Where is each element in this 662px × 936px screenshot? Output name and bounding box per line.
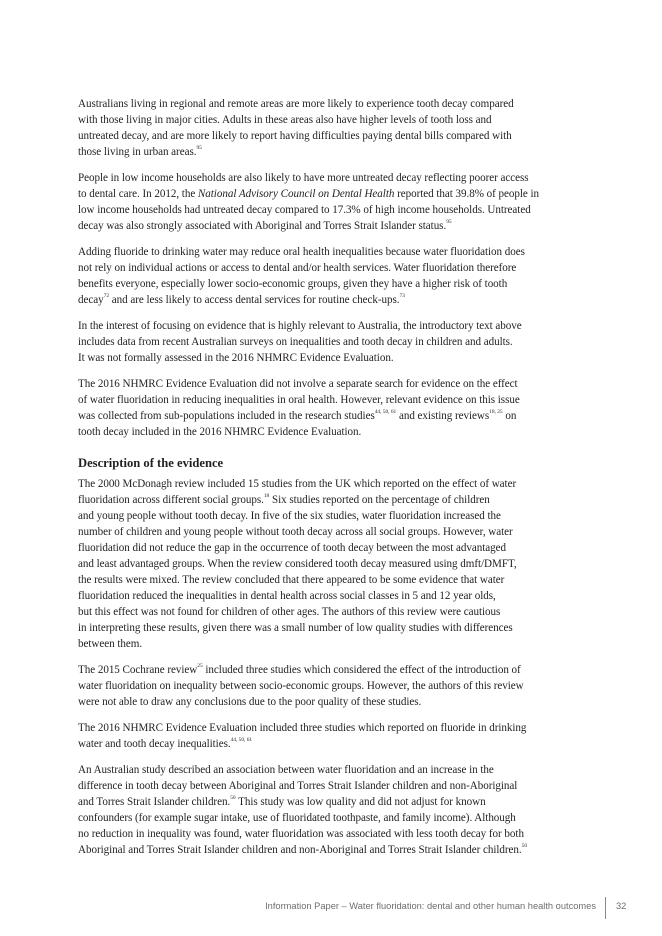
text-run: includes data from recent Australian surveys on inequalities and tooth decay in children and adults. (78, 336, 513, 348)
body-paragraph (78, 720, 586, 752)
body-paragraph (78, 662, 586, 710)
text-line (78, 128, 586, 144)
text-run: in interpreting these results, given there was a small number of low quality studies with differences (78, 622, 513, 634)
text-line (78, 408, 586, 424)
text-line (78, 334, 586, 350)
text-line (78, 424, 586, 440)
text-run: The 2016 NHMRC Evidence Evaluation included three studies which reported on fluoride in drinking (78, 722, 527, 734)
text-run: and young people without tooth decay. In five of the six studies, water fluoridation increased the (78, 510, 501, 522)
text-run: not rely on individual actions or access to dental and/or health services. Water fluoridation therefore (78, 262, 517, 274)
text-run: tooth decay included in the 2016 NHMRC Evidence Evaluation. (78, 426, 362, 438)
text-run: fluoridation reduced the inequalities in dental health across social classes in 5 and 12 year olds, (78, 590, 496, 602)
text-run: This study was low quality and did not adjust for known (235, 796, 486, 808)
text-run: Six studies reported on the percentage of children (269, 494, 490, 506)
citation-reference: 50 (230, 795, 236, 802)
text-line (78, 604, 586, 620)
text-line (78, 636, 586, 652)
text-run: no reduction in inequality was found, water fluoridation was associated with less tooth decay for both (78, 828, 524, 840)
text-run: difference in tooth decay between Aboriginal and Torres Strait Islander children and non-Aboriginal (78, 780, 518, 792)
page-footer (0, 897, 662, 919)
text-run: confounders (for example sugar intake, use of fluoridated toothpaste, and family income). Although (78, 812, 516, 824)
text-line (78, 318, 586, 334)
text-run: Australians living in regional and remote areas are more likely to experience tooth decay compared (78, 98, 514, 110)
text-run: number of children and young people without tooth decay across all social groups. However, water (78, 526, 513, 538)
text-line (78, 556, 586, 572)
text-run: decay was also strongly associated with Aboriginal and Torres Strait Islander status. (78, 220, 447, 232)
text-line (78, 376, 586, 392)
text-run: People in low income households are also likely to have more untreated decay reflecting poorer access (78, 172, 529, 184)
text-run: decay (78, 294, 104, 306)
text-run: the results were mixed. The review concluded that there appeared to be some evidence that water (78, 574, 505, 586)
text-line (78, 842, 586, 858)
text-run: fluoridation did not reduce the gap in the occurrence of tooth decay between the most advantaged (78, 542, 507, 554)
text-line (78, 524, 586, 540)
text-line (78, 492, 586, 508)
text-run: included three studies which considered the effect of the introduction of (202, 664, 521, 676)
text-line (78, 572, 586, 588)
text-line (78, 662, 586, 678)
text-run: and least advantaged groups. When the review considered tooth decay measured using dmft/DMFT, (78, 558, 517, 570)
body-paragraph (78, 96, 586, 160)
text-run: water fluoridation on inequality between socio-economic groups. However, the authors of this review (78, 680, 524, 692)
text-line (78, 186, 586, 202)
text-line (78, 540, 586, 556)
citation-reference: 18, 25 (489, 409, 503, 416)
text-run: was collected from sub-populations included in the research studies (78, 410, 375, 422)
text-run: but this effect was not found for children of other ages. The authors of this review were cautious (78, 606, 501, 618)
text-run: fluoridation across different social groups. (78, 494, 264, 506)
text-run: and Torres Strait Islander children. (78, 796, 231, 808)
text-line (78, 244, 586, 260)
text-line (78, 144, 586, 160)
text-run: with those living in major cities. Adults in these areas also have higher levels of tooth loss and (78, 114, 492, 126)
text-line (78, 794, 586, 810)
document-body (78, 96, 586, 868)
text-line (78, 392, 586, 408)
text-line (78, 694, 586, 710)
text-line (78, 276, 586, 292)
body-paragraph (78, 170, 586, 234)
text-run: The 2015 Cochrane review (78, 664, 198, 676)
text-line (78, 620, 586, 636)
text-run: It was not formally assessed in the 2016 NHMRC Evidence Evaluation. (78, 352, 394, 364)
text-run: Adding fluoride to drinking water may reduce oral health inequalities because water fluoridation does (78, 246, 525, 258)
text-line (78, 778, 586, 794)
section-heading: Description of the evidence (78, 456, 224, 470)
text-run: of water fluoridation in reducing inequalities in oral health. However, relevant evidence on this issue (78, 394, 520, 406)
text-line (78, 678, 586, 694)
text-line (78, 508, 586, 524)
citation-reference: 95 (196, 145, 202, 152)
citation-reference: 95 (446, 219, 452, 226)
text-run: The 2000 McDonagh review included 15 studies from the UK which reported on the effect of water (78, 478, 517, 490)
text-run: In the interest of focusing on evidence that is highly relevant to Australia, the introductory text above (78, 320, 522, 332)
text-run: The 2016 NHMRC Evidence Evaluation did not involve a separate search for evidence on the effect (78, 378, 518, 390)
text-run: low income households had untreated decay compared to 17.3% of high income households. Untreated (78, 204, 531, 216)
text-line (78, 350, 586, 366)
text-line (78, 96, 586, 112)
citation-reference: 18 (263, 493, 270, 500)
text-line (78, 476, 586, 492)
text-line (78, 218, 586, 234)
citation-reference: 44, 50, 61 (374, 409, 397, 416)
text-run: to dental care. In 2012, the (78, 188, 198, 200)
text-run: benefits everyone, especially lower socio-economic groups, given they have a higher risk of tooth (78, 278, 508, 290)
citation-reference: 44, 50, 61 (230, 737, 253, 744)
citation-reference: 50 (521, 843, 528, 850)
citation-reference: 73 (399, 293, 405, 300)
page-number: 32 (616, 901, 627, 911)
footer-title: Information Paper – Water fluoridation: dental and other human health outcomes (265, 901, 596, 911)
body-paragraph (78, 318, 586, 366)
text-line (78, 260, 586, 276)
body-paragraph (78, 376, 586, 440)
text-line (78, 810, 586, 826)
text-run: were not able to draw any conclusions due to the poor quality of these studies. (78, 696, 422, 708)
text-line (78, 292, 586, 308)
citation-reference: 72 (103, 293, 110, 300)
italic-text: National Advisory Council on Dental Health (197, 188, 395, 200)
text-run: and existing reviews (396, 410, 490, 422)
body-paragraph (78, 762, 586, 858)
text-run: untreated decay, and are more likely to report having difficulties paying dental bills compared with (78, 130, 512, 142)
text-line (78, 112, 586, 128)
text-run: An Australian study described an association between water fluoridation and an increase in the (78, 764, 494, 776)
text-run: on (502, 410, 517, 422)
body-paragraph (78, 244, 586, 308)
body-paragraph (78, 476, 586, 652)
text-line (78, 720, 586, 736)
text-line (78, 826, 586, 842)
text-run: water and tooth decay inequalities. (78, 738, 231, 750)
text-run: between them. (78, 638, 143, 650)
text-line (78, 170, 586, 186)
citation-reference: 25 (197, 663, 203, 670)
text-line (78, 736, 586, 752)
text-line (78, 762, 586, 778)
text-line (78, 202, 586, 218)
text-run: reported that 39.8% of people in (394, 188, 540, 200)
footer-divider (605, 897, 606, 919)
text-line (78, 588, 586, 604)
text-run: Aboriginal and Torres Strait Islander children and non-Aboriginal and Torres Strait Islander children. (78, 844, 522, 856)
text-run: those living in urban areas. (78, 146, 197, 158)
text-run: and are less likely to access dental services for routine check-ups. (109, 294, 400, 306)
